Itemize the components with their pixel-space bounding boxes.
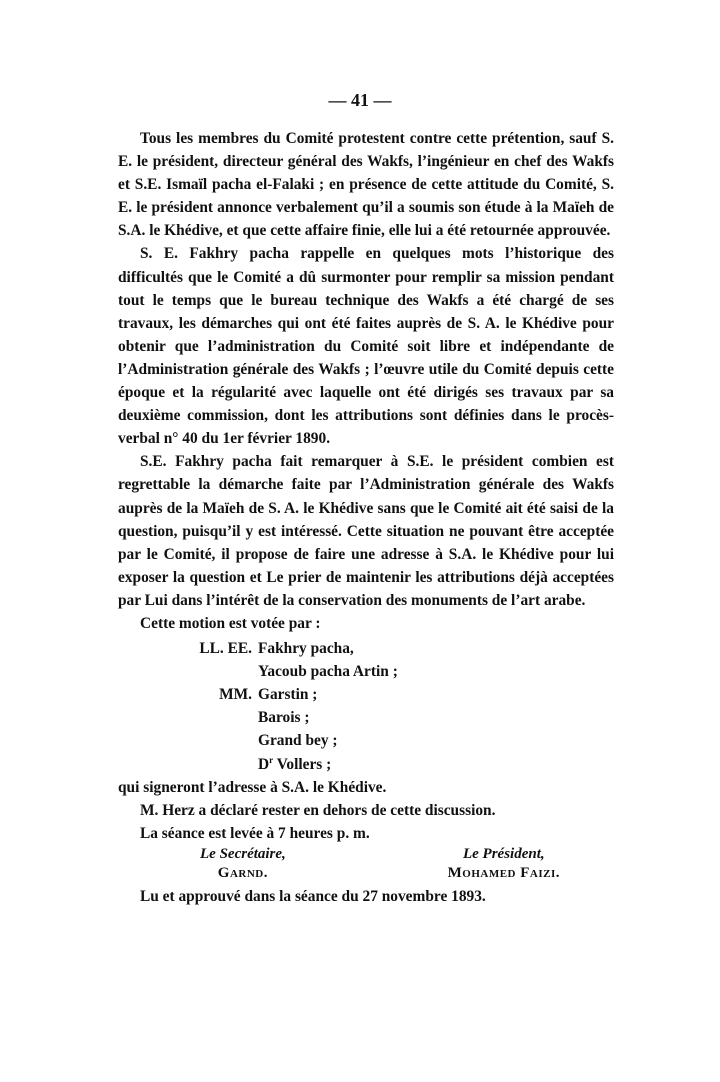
secretary-signature xyxy=(200,845,286,883)
secretary-role: Le Secrétaire, xyxy=(200,846,286,862)
signatory-barois: Barois ; xyxy=(258,709,310,727)
signatory-garstin: Garstin ; xyxy=(258,686,318,704)
signatory-grand-bey: Grand bey ; xyxy=(258,732,338,750)
signatory-yacoub: Yacoub pacha Artin ; xyxy=(258,663,398,681)
closing-adjourned: La séance est levée à 7 heures p. m. xyxy=(140,824,370,842)
dr-prefix: D xyxy=(258,755,270,773)
signatory-vollers xyxy=(258,753,614,776)
title-mm: MM. xyxy=(219,686,252,704)
paragraph-remark: S.E. Fakhry pacha fait remarquer à S.E. le président combien est regrettable la démarche faite par l’Administration générale des Wakfs auprès de la Maïeh de S. A. le Khédive sans que le Comité ait été saisi de la question, puisqu’il y est intéressé. Cette situation ne pouvant être acceptée par le Comité, il propose de faire une adresse à S.A. le Khédive pour lui exposer la question et Le prier de maintenir les attributions déjà acceptées par Lui dans l’intérêt de la conservation des monuments de l’art arabe. xyxy=(118,453,614,609)
president-name: Mohamed Faizi. xyxy=(447,865,560,881)
minutes-body xyxy=(118,127,614,845)
paragraph-motion: Cette motion est votée par : xyxy=(140,614,321,632)
paragraph-protest: Tous les membres du Comité protestent contre cette prétention, sauf S. E. le président, directeur général des Wakfs, l’ingénieur en chef des Wakfs et S.E. Ismaïl pacha el-Falaki ; en présence de cette attitude du Comité, S. E. le président annonce verbalement qu’il a soumis son étude à la Maïeh de S.A. le Khédive, et que cette affaire finie, elle lui a été retournée approuvée. xyxy=(118,130,614,240)
dr-superscript: r xyxy=(269,754,274,765)
title-ll-ee: LL. EE. xyxy=(199,640,252,658)
president-signature xyxy=(448,845,560,883)
paragraph-history: S. E. Fakhry pacha rappelle en quelques mots l’historique des difficultés que le Comité a dû surmonter pour remplir sa mission pendant tout le temps que le bureau technique des Wakfs a été chargé de ses travaux, les démarches qui ont été faites auprès de S. A. le Khédive pour obtenir que l’administration du Comité soit libre et indépendante de l’Administration générale des Wakfs ; l’œuvre utile du Comité depuis cette époque et la régularité avec laquelle ont été dirigés ses travaux par sa deuxième commission, dont les attributions sont définies dans le procès-verbal n° 40 du 1er février 1890. xyxy=(118,245,614,448)
signatories-list xyxy=(182,637,614,776)
signatory-fakhry: Fakhry pacha, xyxy=(258,640,354,658)
closing-address: qui signeront l’adresse à S.A. le Khédive. xyxy=(118,778,387,796)
closing-herz: M. Herz a déclaré rester en dehors de cette discussion. xyxy=(140,801,496,819)
signatures xyxy=(200,845,560,883)
secretary-name: Garnd. xyxy=(217,865,268,881)
approval-note: Lu et approuvé dans la séance du 27 novembre 1893. xyxy=(140,888,486,905)
vollers-name: Vollers ; xyxy=(273,755,332,773)
president-role: Le Président, xyxy=(462,846,545,862)
page-number: — 41 — xyxy=(328,90,392,110)
